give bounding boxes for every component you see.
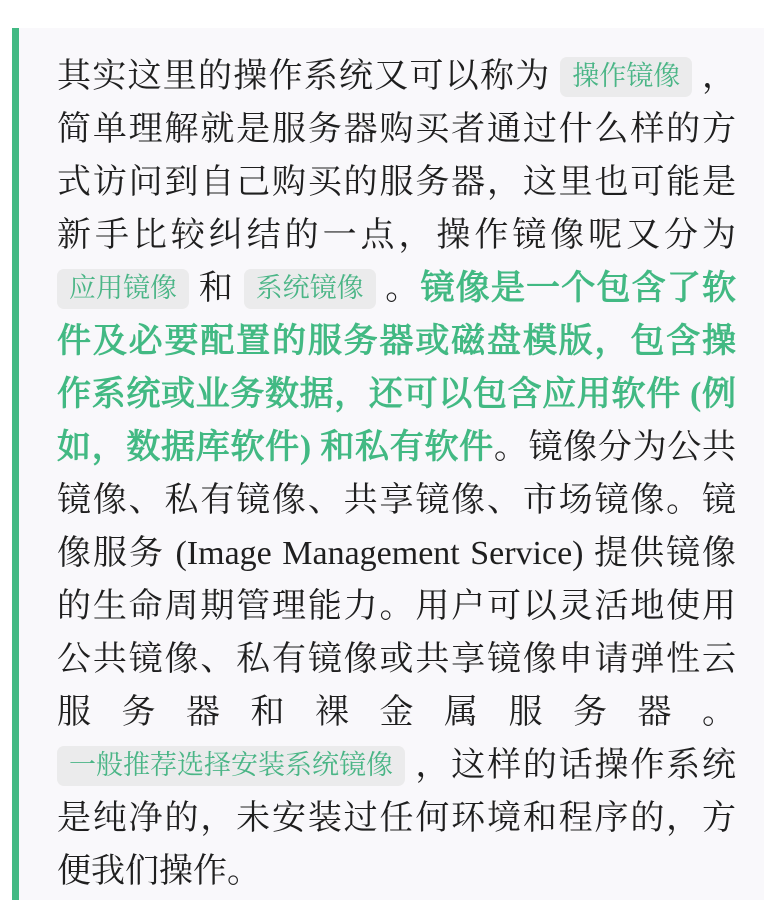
inline-code-tag: 应用镜像: [57, 269, 189, 309]
quote-block: [12, 28, 764, 900]
highlight-bold-text: 镜像是一个包含了软件及必要配置的服务器或磁盘模版，包含操作系统或业务数据，还可以包含应用软件 (例如，数据库软件) 和私有软件: [57, 270, 737, 466]
body-text: 其实这里的操作系统又可以称为: [57, 58, 561, 95]
inline-code-tag: 操作镜像: [560, 57, 692, 97]
inline-code-tag: 系统镜像: [244, 269, 376, 309]
body-text: 和: [189, 270, 244, 307]
quote-paragraph: [57, 50, 736, 898]
body-text: 。镜像分为公共镜像、私有镜像、共享镜像、市场镜像。镜像服务 (Image Management Service) 提供镜像的生命周期管理能力。用户可以灵活地使用公共镜像、私有镜像或共享镜像申请弹性云服务器和裸金属服务器。: [57, 429, 737, 731]
body-text: ，这样的话操作系统是纯净的，未安装过任何环境和程序的，方便我们操作。: [57, 747, 736, 890]
quote-content: [19, 28, 764, 900]
inline-code-tag: 一般推荐选择安装系统镜像: [57, 746, 405, 786]
body-text: ，简单理解就是服务器购买者通过什么样的方式访问到自己购买的服务器，这里也可能是新手比较纠结的一点，操作镜像呢又分为: [57, 58, 736, 254]
body-text: 。: [375, 270, 421, 307]
quote-accent-bar: [12, 28, 19, 900]
